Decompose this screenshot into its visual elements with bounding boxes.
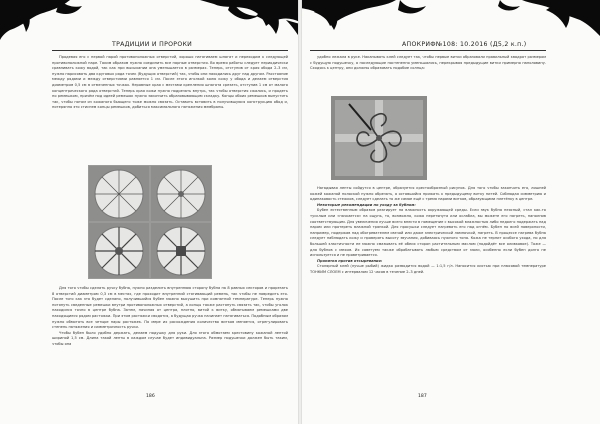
right-page-text-top [310,55,546,72]
paragraph: Бубен естественным образом реагирует на влажность окружающей среды. Если звук бубна неясный, стал как-то тусклым или «пачкается» на ощупь, то, возможно, кожа перетянута или ослабла, вы можете его нагреть, наполнив соответствующим. Для увеличения лучше всего внести в помещение с высокой влажностью либо недолго подержать над паром или протереть влажной тряпкой. Для просушки следует нагревать его над огнём. Бубен по всей поверхности, например, подержав над обогревателем свечой или даже электрической лампочкой, нагреть. В процессе нагрева бубна следует наблюдать кожу и проверять высоту звучания, добиваясь нужного тона. Кожа не терпит особого ухода, но для большей эластичности ее можно смазывать её обеих сторон растительным маслом (подойдёт все оливковое). Тоже — для бубнов с мехом. Их советуем также обрабатывать любым средством от моли, особенно если бубен долго не используется и не проветривается. [310,208,546,258]
left-running-header: ТРАДИЦИИ И ПРОРОКИ [112,41,193,48]
handle-weave-photo [331,96,427,180]
drum-photo-1 [89,166,149,221]
right-page-text-mid [310,186,546,276]
left-page-text-top [52,55,288,111]
paragraph: Столярный клей (лучше рыбий) жидко разводится водой — 1:1,5 г/л. Наносится кистью при плюсовой температуре ТОНКИМ СЛОЕМ с интервалом 12 часов в течение 2–3 дней. [310,264,546,274]
left-header-rule [52,50,288,51]
drum-photo-3 [89,223,149,278]
impregnation-heading: Пропитка против отсыревания: [317,258,383,263]
care-heading: Некоторые рекомендации по уходу за бубном: [317,202,416,207]
paragraph: удобно лежала в руке. Накапывать клей следует так, чтобы первые витки образовали правильный квадрат размером с будущую подушечку, а последующие постепенно уменьшались, перекрывая предыдущие витки примерно наполовину. Сходясь к центру, они должны образовать подобие солнца: [310,55,546,71]
right-page-number: 187 [418,394,427,399]
drum-photo-4 [151,223,211,278]
paragraph: Чтобы бубен было удобно держать, делаем подушку для руки. Для этого обмотаем крестовину кожаной лентой шириной 1,5 см. Длина такой ленты в каждом случае будет индивидуальна. Размер подушечки должен быть таким, чтобы она [52,330,288,346]
ornament-right-icon [300,0,600,40]
drum-photo-2 [151,166,211,221]
paragraph: Продевая его с первой парой противоположных отверстий, хорошо натягиваем шпагат и переходим к следующей противоположной паре. Таким образом нужно соединить все парные отверстия. Во время работы следует периодически сравнивать кожу водой, так как при высыхании она уменьшается в размерах. Теперь, отступив от края обода 2–3 см, нужно нарисовать два круговых ряда точек (будущих отверстий) так, чтобы они находились друг над другом. Расстояние между рядами и между отверстиями равняется 1 см. После этого иголкой колю кожу у обода и делаем отверстия диаметром 0,5 см в отмеченных точках. Неровные края с местами крепления шпагата срезать, отступив 1 см от малого концентрического ряда отверстий. Теперь края кожи нужно подрезать внутрь, так чтобы отверстия сжались, и продеть по ремешком, причём под идеей ремешок нужно закончить образовывающим складку. Концы обоих ремешков выпустить так, чтобы потом из кожаного бьющего тоже можно связать. Оставить вставить в получившуюся конструкцию обод и, потерянно это стиснем концы ремешков, добиться максимального натяжения мембраны. [52,55,288,110]
page-gutter [298,0,302,424]
paragraph: Нагадывая ленты сойдутся в центре, образуется крестообразный рисунок. Для того чтобы закончить его, лишней кожей кожаной полоской нужно обрезать, а оставшийся прижать к предыдущему витку нитей. Соблюдая симметрию и одинаковость стежков, следует сделать то же самое ещё с тремя парами витков, образующими плетёнку в центре. [310,186,546,202]
right-header-rule [310,50,546,51]
left-page-number: 186 [146,394,155,399]
right-running-header: АПОКРИФ№108: 10.2016 (Д5,2 к.п.) [402,41,527,48]
drum-photo-grid [88,165,212,279]
left-page-text-bottom [52,286,288,348]
ornament-left-icon [0,0,300,40]
paragraph: Для того чтобы сделать ручку бубна, нужно разделить внутреннюю сторону бубна на 8 равных секторов и прорезать 8 отверстий диаметром 0,3 см в местах, где проходит внутренний стягивающий ремень, так чтобы не повредить его. После того как это будет сделано, получившийся бубен можно высушить при комнатной температуре. Теперь нужно потянуть сведенные ремешки внутри противоположных отверстий, а концы также растянуть связать так, чтобы уголок находился точно в центре бубна. Затем, начиная от центра, плотно, витой к витку, обматываем ремешками две находящиеся рядом растяжки. При этом растяжки сводятся, а будущая ручка начинает натягиваться. Подобным образом нужно обмотать все четыре пары растяжек. По мере их расхождения количество витков меняется, отрегулировать степень натяжения и симметричность ручки. [52,286,288,330]
